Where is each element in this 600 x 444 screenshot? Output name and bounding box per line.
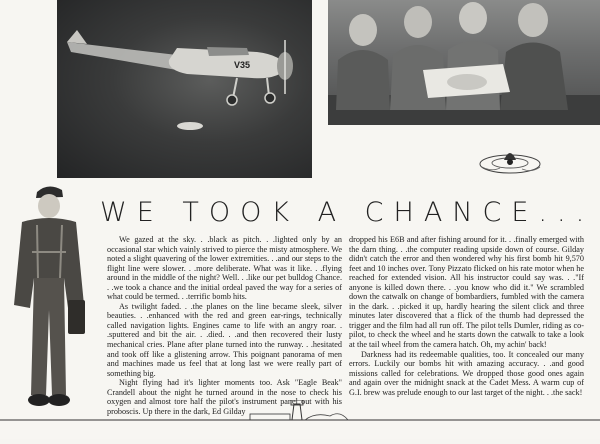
body-column-left bbox=[107, 235, 342, 416]
aircraft-illustration bbox=[57, 0, 312, 178]
body-paragraph: dropped his E6B and after fishing around for it. . .finally emerged with the darn thing. . .the computer reading upside down of course. Gilday didn't catch the error and then wondered why his first bomb hit 9,570 feet and 10 inches over. Tony Pizzato flicked on his rate motor when he reached for extended vision. All his instructor could say was. . ."If anyone is killed down there. . .you know who did it." We scrambled down the catwalk on change of bombardiers, fumbled with the camera in the dark. . .picked it up, hardly hearing the silent click and three minutes later discovered that a flick of the thumb had depressed the trigger and the film had all run off. The pilot tells Dumler, riding as co-pilot, to check the wheel and he starts down the catwalk to take a look at the tail wheel from the camera hatch. Oh, my achin' back! bbox=[349, 235, 584, 350]
crew-illustration bbox=[328, 0, 600, 125]
body-paragraph: We gazed at the sky. . .black as pitch. . .lighted only by an occasional star which vainly strived to pierce the misty atmosphere. We noted a slight quavering of the lower extremities. . .and our steps to the flight line were slower. . .more deliberate. What was it like. . .flying around in the middle of the night? Well. . .like our pet bulldog Chance. . .we took a chance and the initial ordeal paved the way for a series of what could be termed. . .terrific bomb hits. bbox=[107, 235, 342, 302]
aircraft-marking: V35 bbox=[234, 60, 251, 70]
body-paragraph: Darkness had its redeemable qualities, too. It concealed our many errors. Luckily our bombs hit with amazing accuracy. . .and good missions called for celebrations. We dropped those good ones again and again over the midnight snack at the Cadet Mess. A warm cup of G.I. brew was prelude enough to our last target of the night. . .the sack! bbox=[349, 349, 584, 397]
body-paragraph: As twilight faded. . .the planes on the line became sleek, silver beauties. . .enhanced with the red and green ear-rings, technically called navigation lights. Engines came to life with an angry roar. . .sputtered and bit the air. . .died. . .and then recovered their lusty mechanical cries. Plane after plane turned into the runway. . .hesitated and took off like a glistening arrow. This poignant panorama of men and machines made us feel that at long last we were really part of something big. bbox=[107, 301, 342, 378]
soldier-figure bbox=[2, 180, 94, 420]
airfield-horizon-sketch bbox=[0, 400, 600, 439]
body-paragraph: Night flying had it's lighter moments too. Ask "Eagle Beak" Crandell about the night he turned around in the nose to check his oxygen and almost tore half the pilot's instrument panel out with his proboscis. Up there in the dark, Ed Gilday bbox=[107, 378, 342, 416]
bomb-burst-sketch bbox=[470, 140, 550, 180]
aircraft-photo bbox=[57, 0, 312, 178]
crew-photo bbox=[328, 0, 600, 125]
page-headline: WE TOOK A CHANCE... bbox=[100, 197, 595, 228]
body-column-right bbox=[349, 235, 584, 397]
